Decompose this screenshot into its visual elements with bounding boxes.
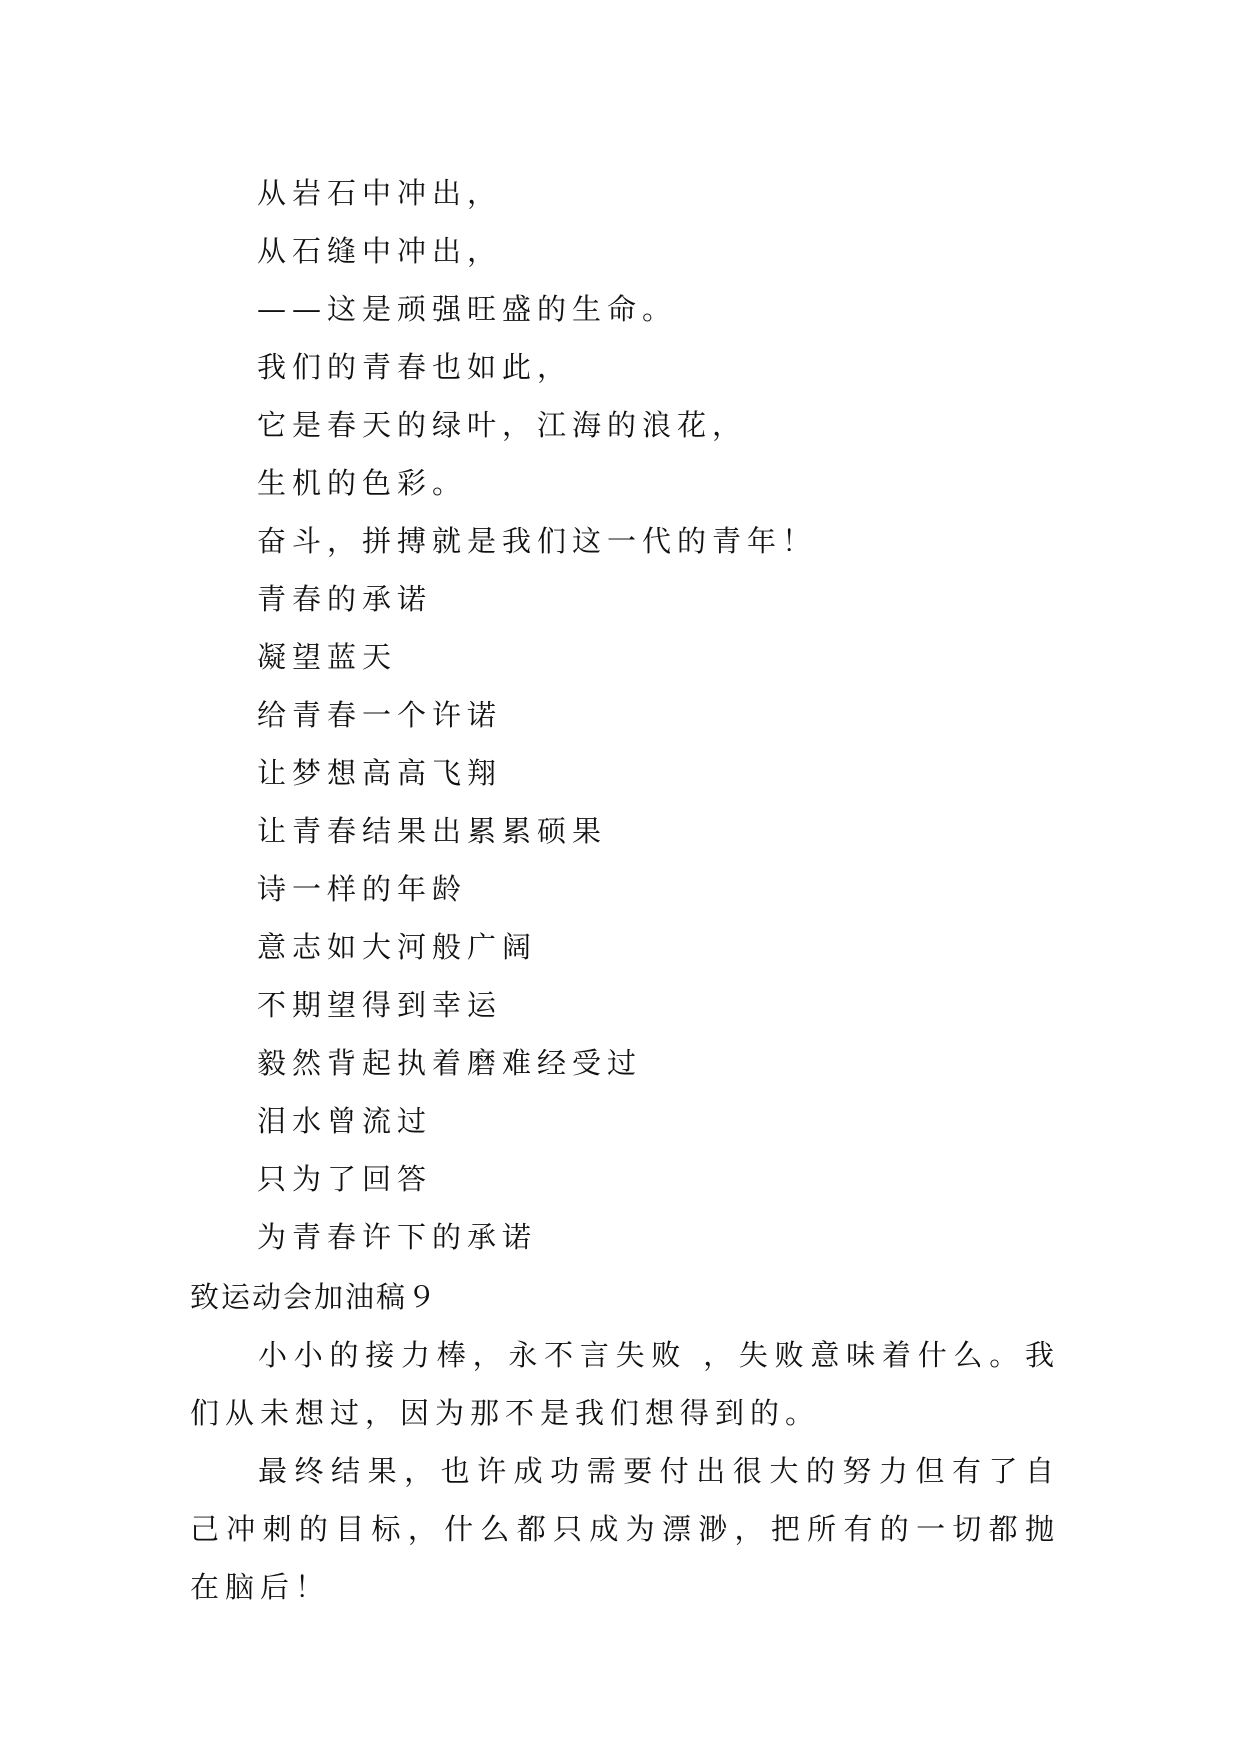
verse-line: 凝望蓝天 [257,640,398,674]
verse-line: ——这是顽强旺盛的生命。 [257,292,678,326]
body-paragraph: 最终结果，也许成功需要付出很大的努力但有了自己冲刺的目标，什么都只成为漂渺，把所有的一切都抛在脑后！ [190,1454,1060,1604]
verse-line: 不期望得到幸运 [257,988,503,1022]
body-paragraph: 小小的接力棒，永不言失败 ，失败意味着什么。我们从未想过，因为那不是我们想得到的。 [190,1338,1060,1430]
verse-line: 只为了回答 [257,1162,433,1196]
verse-line: 给青春一个许诺 [257,698,503,732]
verse-line: 诗一样的年龄 [257,872,468,906]
verse-line: 让梦想高高飞翔 [257,756,503,790]
verse-line: 我们的青春也如此， [257,350,573,384]
verse-line: 让青春结果出累累硕果 [257,814,608,848]
verse-line: 为青春许下的承诺 [257,1220,538,1254]
verse-line: 意志如大河般广阔 [257,930,538,964]
verse-line: 从石缝中冲出， [257,234,503,268]
verse-line: 毅然背起执着磨难经受过 [257,1046,643,1080]
verse-line: 奋斗，拼搏就是我们这一代的青年！ [257,524,818,558]
verse-line: 从岩石中冲出， [257,176,503,210]
section-title: 致运动会加油稿９ [190,1280,439,1314]
poem-verse [257,164,817,1266]
verse-line: 它是春天的绿叶，江海的浪花， [257,408,748,442]
verse-line: 泪水曾流过 [257,1104,433,1138]
verse-line: 青春的承诺 [257,582,433,616]
verse-line: 生机的色彩。 [257,466,468,500]
